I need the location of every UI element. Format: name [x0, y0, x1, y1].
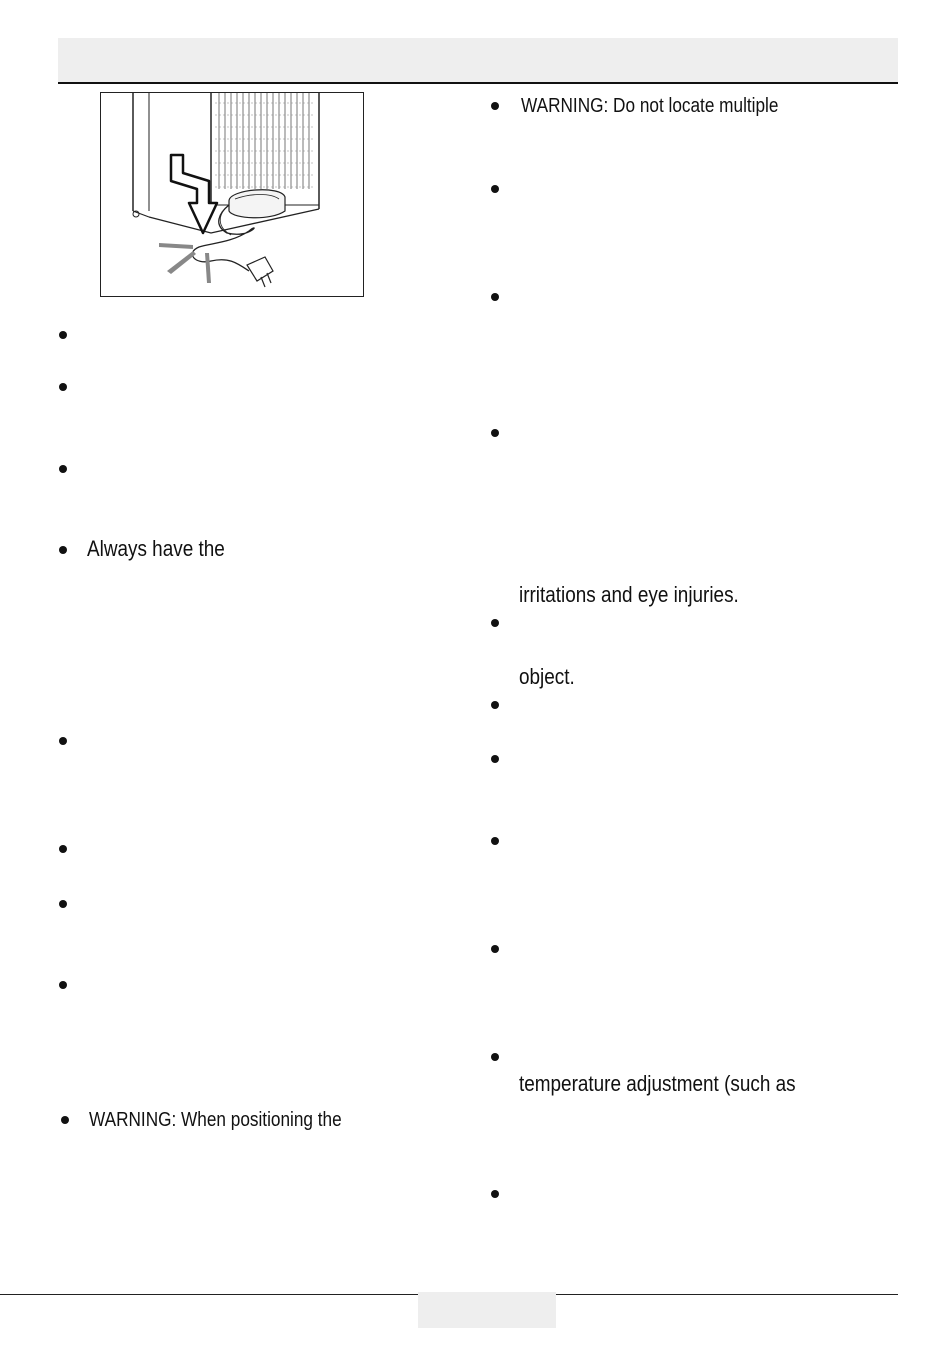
bullet-marker — [59, 900, 67, 908]
bullet-marker — [491, 185, 499, 193]
bullet-marker — [59, 546, 67, 554]
bullet-marker — [491, 1190, 499, 1198]
bullet-marker — [61, 1116, 69, 1124]
page-number-tab — [418, 1292, 556, 1328]
bullet-marker — [491, 619, 499, 627]
warning-multiple-text: WARNING: Do not locate multiple — [521, 95, 779, 117]
bullet-marker — [491, 755, 499, 763]
bullet-marker — [491, 945, 499, 953]
bullet-marker — [59, 737, 67, 745]
bullet-marker — [59, 845, 67, 853]
warning-positioning-text: WARNING: When positioning the — [89, 1109, 342, 1131]
refrigerator-cord-figure — [100, 92, 364, 297]
bullet-marker — [59, 383, 67, 391]
object-text: object. — [519, 664, 575, 689]
refrigerator-power-cord-illustration-icon — [101, 93, 363, 296]
bullet-marker — [491, 1053, 499, 1061]
page-header-band — [58, 38, 898, 82]
bullet-marker — [491, 102, 499, 110]
always-have-text: Always have the — [87, 536, 225, 561]
bullet-marker — [491, 429, 499, 437]
bullet-marker — [59, 465, 67, 473]
bullet-marker — [491, 837, 499, 845]
bullet-marker — [59, 331, 67, 339]
bullet-marker — [59, 981, 67, 989]
bullet-marker — [491, 293, 499, 301]
header-divider — [58, 82, 898, 84]
irritations-text: irritations and eye injuries. — [519, 582, 739, 607]
temperature-adjustment-text: temperature adjustment (such as — [519, 1071, 796, 1096]
bullet-marker — [491, 701, 499, 709]
